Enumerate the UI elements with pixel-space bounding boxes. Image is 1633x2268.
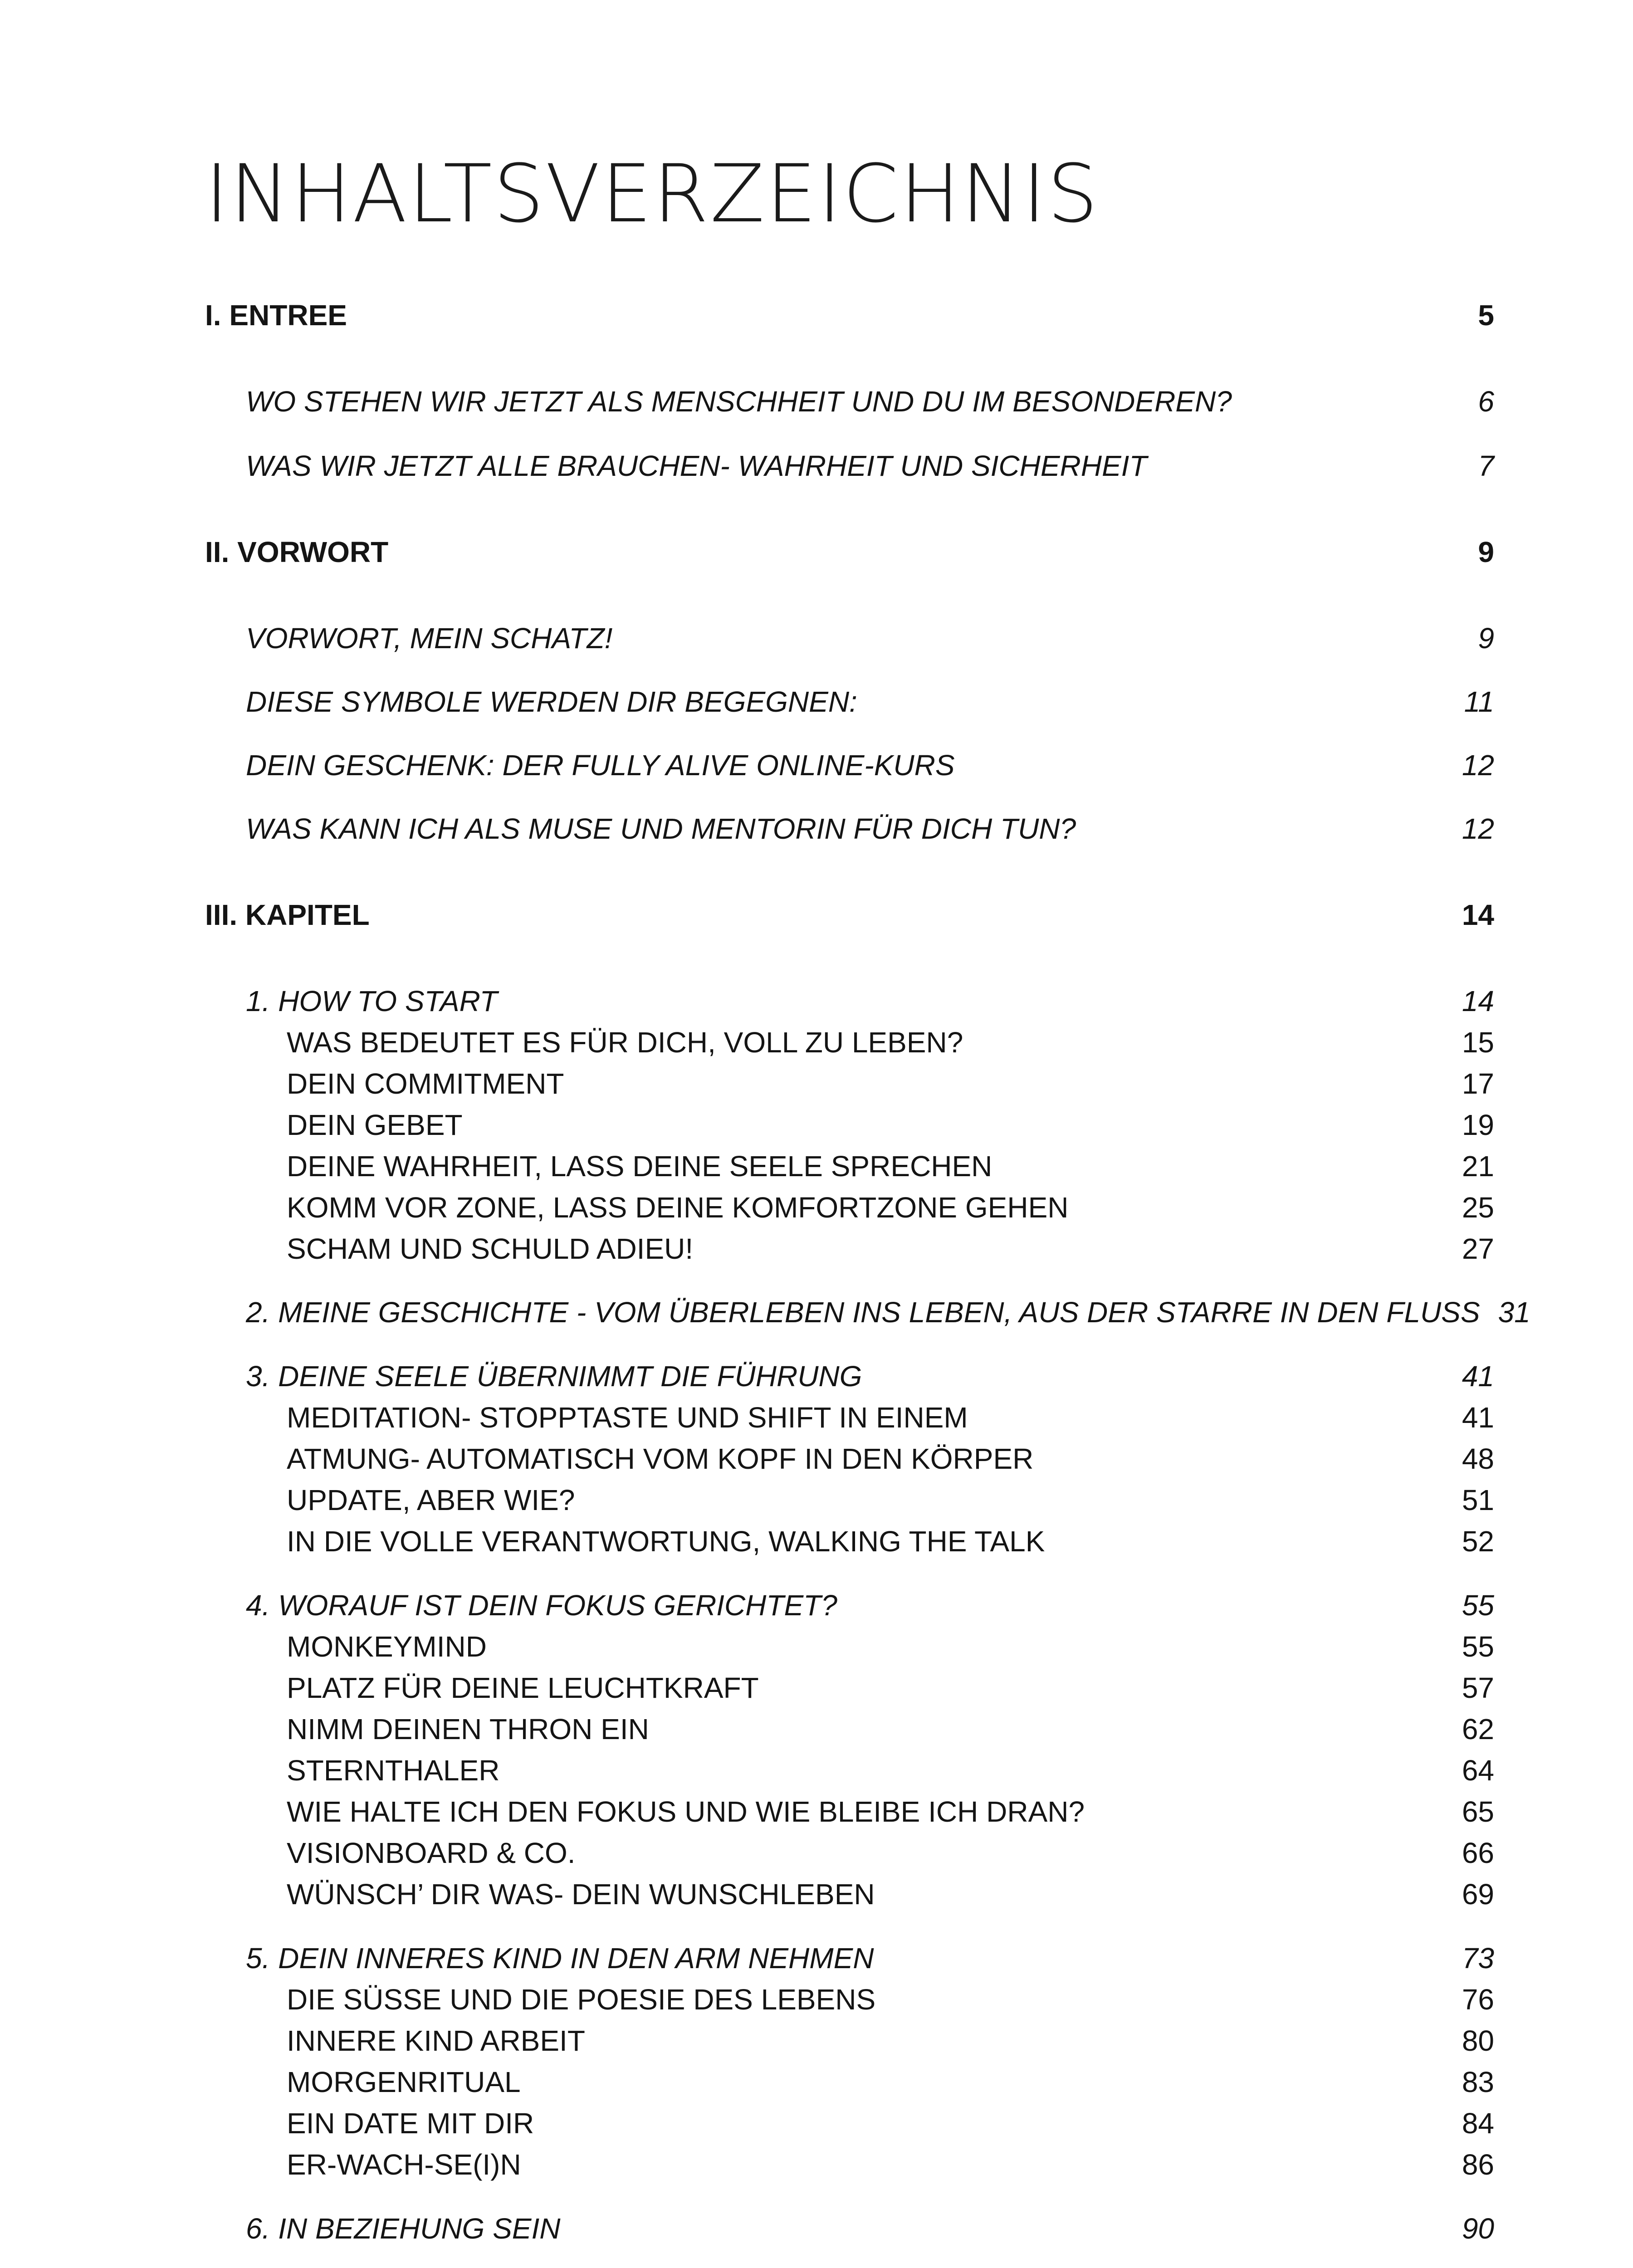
toc-entry-title: I. ENTREE (205, 299, 347, 332)
toc-section-row (205, 297, 1494, 333)
toc-subchapter-row (287, 1441, 1494, 1477)
toc-entry-title: DEIN COMMITMENT (287, 1067, 564, 1100)
toc-entry-page: 48 (1462, 1442, 1494, 1475)
toc-entry-title: PLATZ FÜR DEINE LEUCHTKRAFT (287, 1672, 759, 1704)
toc-entry-title: DIESE SYMBOLE WERDEN DIR BEGEGNEN: (246, 685, 857, 718)
toc-subchapter-row (287, 1711, 1494, 1747)
toc-entry-page: 14 (1462, 899, 1494, 931)
toc-entry-page: 84 (1462, 2107, 1494, 2140)
toc-entry-page: 52 (1462, 1525, 1494, 1558)
toc-entry-title: 5. DEIN INNERES KIND IN DEN ARM NEHMEN (246, 1942, 874, 1975)
toc-chapter-row (246, 448, 1494, 484)
toc-entry-title: 3. DEINE SEELE ÜBERNIMMT DIE FÜHRUNG (246, 1360, 862, 1393)
toc-entry-page: 9 (1478, 622, 1494, 655)
toc-entry-title: EIN DATE MIT DIR (287, 2107, 534, 2140)
toc-subchapter-row (287, 1794, 1494, 1830)
toc-entry-page: 51 (1462, 1484, 1494, 1516)
toc-entry-title: NIMM DEINEN THRON EIN (287, 1713, 649, 1745)
toc-entry-title: STERNTHALER (287, 1754, 500, 1787)
toc-entry-title: WO STEHEN WIR JETZT ALS MENSCHHEIT UND DU IM BESONDEREN? (246, 385, 1232, 418)
toc-subchapter-row (287, 1107, 1494, 1143)
toc-entry-title: KOMM VOR ZONE, LASS DEINE KOMFORTZONE GEHEN (287, 1191, 1069, 1224)
toc-subchapter-row (287, 1523, 1494, 1559)
toc-entry-page: 80 (1462, 2024, 1494, 2057)
toc-entry-page: 83 (1462, 2066, 1494, 2098)
toc-entry-page: 57 (1462, 1672, 1494, 1704)
toc-subchapter-row (287, 1752, 1494, 1789)
toc-entry-title: WAS WIR JETZT ALLE BRAUCHEN- WAHRHEIT UND SICHERHEIT (246, 450, 1147, 482)
toc-subchapter-row (287, 2146, 1494, 2183)
toc-entry-title: SCHAM UND SCHULD ADIEU! (287, 1232, 694, 1265)
toc-entry-title: ATMUNG- AUTOMATISCH VOM KOPF IN DEN KÖRPER (287, 1442, 1034, 1475)
toc-subchapter-row (287, 1482, 1494, 1518)
toc-entry-title: DEIN GEBET (287, 1109, 463, 1141)
toc-entry-page: 12 (1462, 812, 1494, 845)
toc-chapter-row (246, 983, 1494, 1019)
toc-subchapter-row (287, 2023, 1494, 2059)
toc-entry-title: MONKEYMIND (287, 1630, 487, 1663)
toc-entry-page: 21 (1462, 1150, 1494, 1183)
toc-entry-page: 62 (1462, 1713, 1494, 1745)
toc-chapter-row (246, 1294, 1530, 1330)
page-title: INHALTSVERZEICHNIS (205, 147, 1100, 240)
toc-entry-title: II. VORWORT (205, 536, 389, 568)
toc-chapter-row (246, 620, 1494, 656)
toc-entry-page: 9 (1478, 536, 1494, 568)
toc-entry-page: 69 (1462, 1878, 1494, 1911)
toc-entry-page: 66 (1462, 1837, 1494, 1869)
toc-entry-page: 90 (1462, 2212, 1494, 2245)
toc-subchapter-row (287, 1399, 1494, 1436)
toc-entry-title: 6. IN BEZIEHUNG SEIN (246, 2212, 561, 2245)
toc-entry-title: DEINE WAHRHEIT, LASS DEINE SEELE SPRECHEN (287, 1150, 993, 1183)
toc-chapter-row (246, 2210, 1494, 2247)
toc-entry-title: UPDATE, ABER WIE? (287, 1484, 575, 1516)
toc-entry-page: 31 (1498, 1296, 1530, 1329)
toc-entry-page: 15 (1462, 1026, 1494, 1059)
toc-chapter-row (246, 383, 1494, 420)
toc-entry-title: MEDITATION- STOPPTASTE UND SHIFT IN EINEM (287, 1401, 968, 1434)
toc-entry-title: WAS KANN ICH ALS MUSE UND MENTORIN FÜR DICH TUN? (246, 812, 1076, 845)
toc-entry-title: VISIONBOARD & CO. (287, 1837, 576, 1869)
toc-entry-title: WÜNSCH’ DIR WAS- DEIN WUNSCHLEBEN (287, 1878, 875, 1911)
toc-subchapter-row (287, 1981, 1494, 2018)
toc-entry-title: DIE SÜSSE UND DIE POESIE DES LEBENS (287, 1983, 876, 2016)
toc-entry-page: 64 (1462, 1754, 1494, 1787)
toc-subchapter-row (287, 2064, 1494, 2100)
toc-subchapter-row (287, 1024, 1494, 1061)
toc-subchapter-row (287, 1628, 1494, 1665)
toc-subchapter-row (287, 1876, 1494, 1912)
toc-entry-page: 65 (1462, 1795, 1494, 1828)
toc-entry-page: 7 (1478, 450, 1494, 482)
toc-entry-page: 6 (1478, 385, 1494, 418)
toc-entry-page: 76 (1462, 1983, 1494, 2016)
toc-section-row (205, 534, 1494, 570)
toc-chapter-row (246, 1940, 1494, 1976)
toc-subchapter-row (287, 1835, 1494, 1871)
toc-entry-title: MORGENRITUAL (287, 2066, 521, 2098)
toc-entry-page: 17 (1462, 1067, 1494, 1100)
toc-entry-title: 1. HOW TO START (246, 985, 498, 1017)
toc-chapter-row (246, 1358, 1494, 1394)
toc-chapter-row (246, 747, 1494, 783)
toc-entry-title: VORWORT, MEIN SCHATZ! (246, 622, 613, 655)
toc-entry-page: 27 (1462, 1232, 1494, 1265)
toc-entry-title: ER-WACH-SE(I)N (287, 2148, 521, 2181)
toc-subchapter-row (287, 1189, 1494, 1226)
toc-entry-page: 5 (1478, 299, 1494, 332)
toc-entry-title: III. KAPITEL (205, 899, 370, 931)
toc-entry-title: WAS BEDEUTET ES FÜR DICH, VOLL ZU LEBEN? (287, 1026, 963, 1059)
toc-entry-page: 86 (1462, 2148, 1494, 2181)
toc-entry-page: 41 (1462, 1401, 1494, 1434)
toc-subchapter-row (287, 1670, 1494, 1706)
toc-entry-page: 41 (1462, 1360, 1494, 1393)
toc-entry-page: 14 (1462, 985, 1494, 1017)
toc-chapter-row (246, 684, 1494, 720)
toc-entry-page: 19 (1462, 1109, 1494, 1141)
toc-entry-title: DEIN GESCHENK: DER FULLY ALIVE ONLINE-KURS (246, 749, 955, 782)
toc-entry-title: 2. MEINE GESCHICHTE - VOM ÜBERLEBEN INS LEBEN, AUS DER STARRE IN DEN FLUSS (246, 1296, 1480, 1329)
toc-section-row (205, 897, 1494, 933)
toc-entry-page: 55 (1462, 1589, 1494, 1622)
toc-entry-page: 73 (1462, 1942, 1494, 1975)
toc-entry-title: IN DIE VOLLE VERANTWORTUNG, WALKING THE TALK (287, 1525, 1045, 1558)
toc-entry-title: INNERE KIND ARBEIT (287, 2024, 585, 2057)
toc-subchapter-row (287, 1066, 1494, 1102)
toc-entry-page: 12 (1462, 749, 1494, 782)
toc-entry-title: WIE HALTE ICH DEN FOKUS UND WIE BLEIBE ICH DRAN? (287, 1795, 1085, 1828)
toc-subchapter-row (287, 2105, 1494, 2141)
toc-subchapter-row (287, 1231, 1494, 1267)
toc-entry-title: 4. WORAUF IST DEIN FOKUS GERICHTET? (246, 1589, 837, 1622)
toc-chapter-row (246, 1587, 1494, 1623)
toc-entry-page: 11 (1464, 685, 1494, 718)
toc-chapter-row (246, 811, 1494, 847)
toc-entry-page: 25 (1462, 1191, 1494, 1224)
toc-subchapter-row (287, 1148, 1494, 1184)
toc-entry-page: 55 (1462, 1630, 1494, 1663)
